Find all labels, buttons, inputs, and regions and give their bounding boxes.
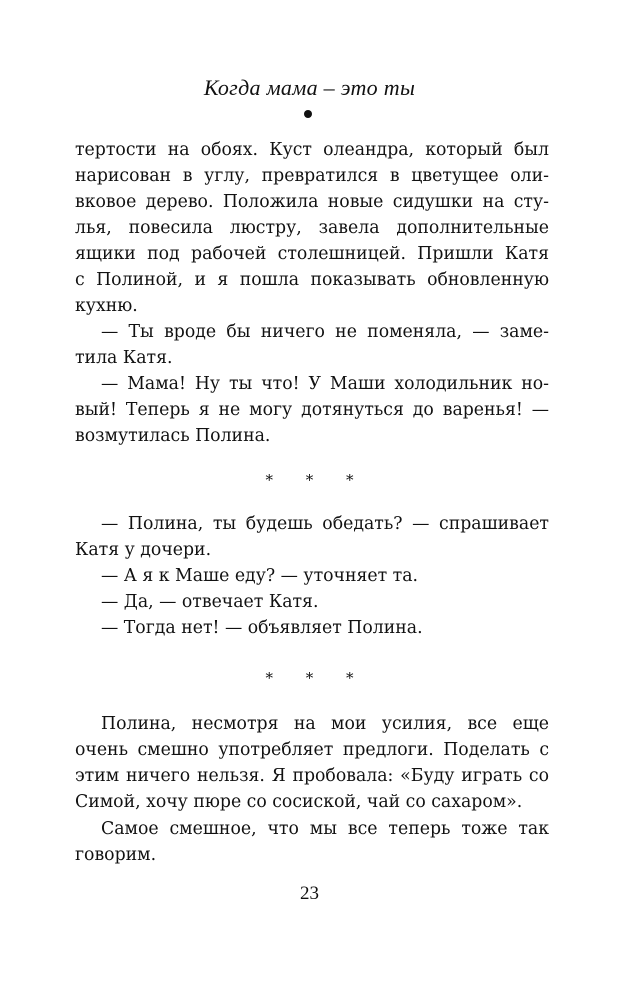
- text-line: — Мама! Ну ты что! У Маши холодильник но-: [101, 374, 549, 394]
- text-line: с Полиной, и я пошла показывать обновленную: [75, 270, 549, 290]
- header-bullet-icon: [304, 110, 312, 118]
- text-line: Катя у дочери.: [75, 540, 212, 560]
- text-line: — Ты вроде бы ничего не поменяла, — заме-: [101, 322, 549, 342]
- section-separator: * * *: [265, 669, 368, 687]
- section-separator: * * *: [265, 471, 368, 489]
- running-title: Когда мама – это ты: [203, 75, 416, 100]
- text-line: — Да, — отвечает Катя.: [101, 592, 319, 612]
- text-line: нарисован в углу, превратился в цветущее оли-: [75, 166, 549, 186]
- text-line: вковое дерево. Положила новые сидушки на сту-: [75, 192, 549, 212]
- text-line: тила Катя.: [75, 348, 173, 368]
- text-line: Симой, хочу пюре со сосиской, чай со сахаром».: [75, 792, 523, 812]
- text-line: очень смешно употребляет предлоги. Поделать с: [75, 740, 549, 760]
- text-line: — Полина, ты будешь обедать? — спрашивает: [101, 514, 549, 534]
- text-line: ящики под рабочей столешницей. Пришли Катя: [75, 244, 549, 264]
- text-line: этим ничего нельзя. Я пробовала: «Буду играть со: [75, 766, 549, 786]
- text-line: вый! Теперь я не могу дотянуться до варенья! —: [75, 400, 549, 420]
- text-line: возмутилась Полина.: [75, 426, 271, 446]
- text-line: лья, повесила люстру, завела дополнительные: [75, 218, 549, 238]
- text-line: — А я к Маше еду? — уточняет та.: [101, 566, 419, 586]
- text-line: тертости на обоях. Куст олеандра, который был: [75, 140, 549, 160]
- page-number: 23: [300, 883, 319, 904]
- text-line: кухню.: [75, 296, 138, 316]
- text-line: говорим.: [75, 845, 157, 865]
- text-line: Полина, несмотря на мои усилия, все еще: [101, 714, 549, 734]
- text-line: Самое смешное, что мы все теперь тоже так: [101, 819, 549, 839]
- text-line: — Тогда нет! — объявляет Полина.: [101, 618, 423, 638]
